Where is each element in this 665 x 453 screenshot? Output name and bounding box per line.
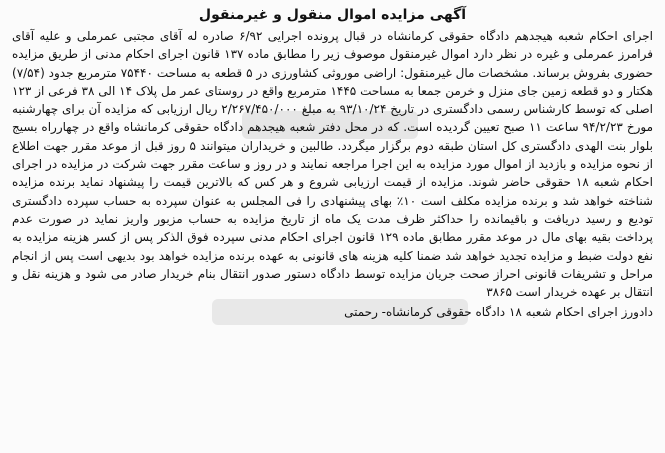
notice-body: اجرای احکام شعبه هیجدهم دادگاه حقوقی کرمانشاه در قبال پرونده اجرایی ۶/۹۲ صادره له آقای مجتبی عمرملی و علیه آقای فرامرز عمرملی و غیره در نظر دارد اموال غیرمنقول موصوف زیر را مطابق ماده ۱۳۷ قانون اجرای احکام مدنی از طریق مزایده حضوری بفروش برساند. مشخصات مال غیرمنقول: اراضی موروثی کشاورزی در ۵ قطعه به مساحت ۷۵۴۴۰ مترمربع جدود (۷/۵۴) هکتار و دو قطعه زمین جای منزل و خرمن جمعا به مساحت ۱۴۴۵ مترمربع واقع در روستای عمر مل پلاک ۱۴ الی ۳۸ فرعی از ۱۲۳ اصلی که توسط کارشناس رسمی دادگستری در تاریخ ۹۳/۱۰/۲۴ به مبلغ ۲/۲۶۷/۴۵۰/۰۰۰ ریال ارزیابی که مزایده آن برای چهارشنبه مورخ ۹۴/۲/۲۳ ساعت ۱۱ صبح تعیین گردیده است. که در محل دفتر شعبه هیجدهم دادگاه حقوقی کرمانشاه واقع در چهارراه بسیج بلوار بنت الهدی دادگستری کل استان طبقه دوم برگزار میگردد. طالبین و خریداران میتوانند ۵ روز قبل از موعد مقرر جهت اطلاع از نحوه مزایده و بازدید از اموال مورد مزایده به این اجرا مراجعه نمایند و در روز و ساعت مقرر جهت شرکت در مزایده در اجرای احکام شعبه ۱۸ حقوقی حاضر شوند. مزایده از قیمت ارزیابی شروع و هر کس که بالاترین قیمت را پیشنهاد نماید برنده مزایده شناخته خواهد شد و برنده مزایده مکلف است ۱۰٪ بهای پیشنهادی را فی المجلس به عنوان سپرده به حساب سپرده دادگستری تودیع و رسید دریافت و باقیمانده را حداکثر ظرف مدت یک ماه از تاریخ مزایده به حساب مزبور واریز نماید در صورت عدم پرداخت بقیه بهای مال در موعد مقرر مطابق ماده ۱۲۹ قانون اجرای احکام مدنی سپرده فوق الذکر پس از کسر هزینه مزایده به نفع دولت ضبط و مزایده تجدید خواهد شد ضمنا کلیه هزینه های قانونی به عهده برنده مزایده خواهد بود بدیهی است پس از انجام مراحل و تشریفات قانونی احراز صحت جریان مزایده توسط دادگاه دستور صدور انتقال بنام خریدار صادر می شود و هزینه نقل و انتقال بر عهده خریدار است ۳۸۶۵ bbox=[12, 29, 654, 300]
notice-signature: دادورز اجرای احکام شعبه ۱۸ دادگاه حقوقی کرمانشاه- رحمتی bbox=[344, 305, 653, 320]
notice-title: آگهی مزایده اموال منقول و غیرمنقول bbox=[198, 7, 467, 23]
